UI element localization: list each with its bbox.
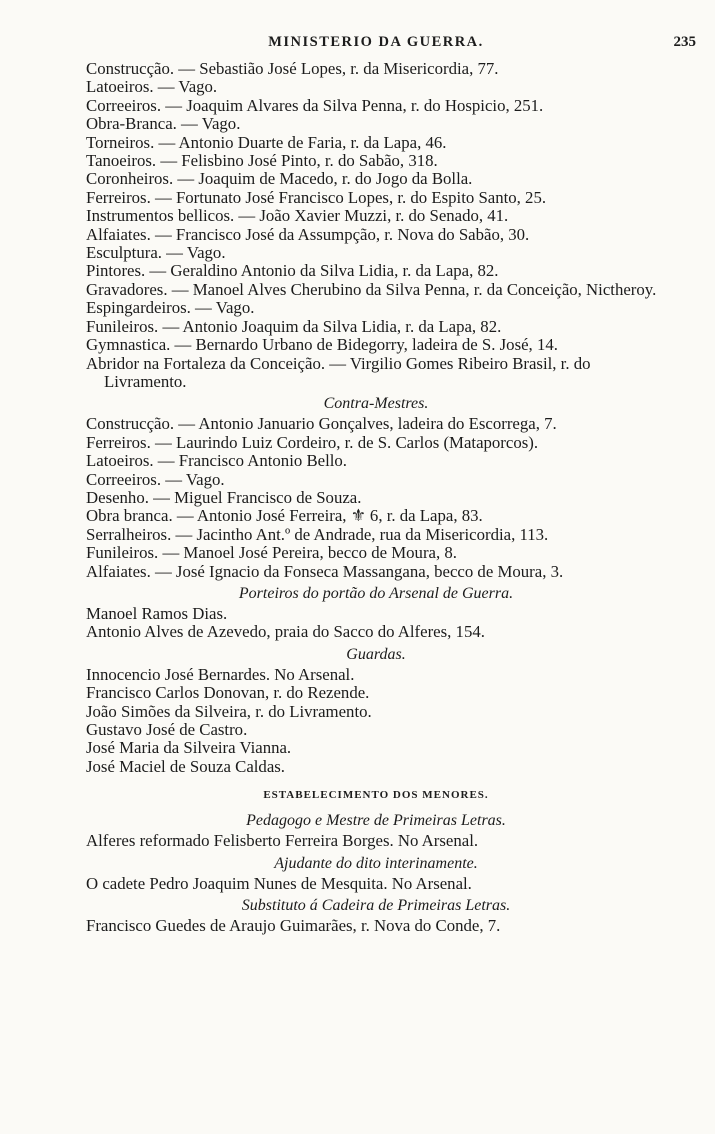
list-item: Francisco Guedes de Araujo Guimarães, r. Nova do Conde, 7. [86, 916, 501, 936]
list-item: O cadete Pedro Joaquim Nunes de Mesquita. No Arsenal. [86, 873, 472, 893]
running-head: MINISTERIO DA GUERRA. [268, 34, 484, 50]
section-title-porteiros: Porteiros do portão do Arsenal de Guerra. [238, 584, 514, 602]
subsection-title-pedagogo: Pedagogo e Mestre de Primeiras Letras. [246, 812, 506, 830]
list-item: José Maciel de Souza Caldas. [86, 756, 285, 776]
list-item: José Maria da Silveira Vianna. [86, 738, 292, 758]
list-item: Latoeiros. — Vago. [86, 77, 218, 97]
list-item: Esculptura. — Vago. [86, 243, 226, 263]
list-item: Correeiros. — Joaquim Alvares da Silva Penna, r. do Hospicio, 251. [86, 95, 544, 115]
list-item: Instrumentos bellicos. — João Xavier Muzzi, r. do Senado, 41. [86, 206, 509, 226]
list-item: Manoel Ramos Dias. [86, 603, 228, 623]
list-item: Desenho. — Miguel Francisco de Souza. [86, 487, 362, 507]
list-item: Correeiros. — Vago. [86, 469, 225, 489]
guardas-list [86, 666, 666, 776]
list-item: Gustavo José de Castro. [86, 720, 248, 739]
list-item: Construcção. — Antonio Januario Gonçalves, ladeira do Escorrega, 7. [86, 414, 557, 434]
section-title-contra-mestres: Contra-Mestres. [323, 395, 429, 413]
list-item: Construcção. — Sebastião José Lopes, r. da Misericordia, 77. [86, 59, 499, 78]
list-item: Latoeiros. — Francisco Antonio Bello. [86, 451, 348, 471]
list-item: Funileiros. — Antonio Joaquim da Silva Lidia, r. da Lapa, 82. [86, 316, 502, 336]
list-item: Gymnastica. — Bernardo Urbano de Bidegorry, ladeira de S. José, 14. [86, 335, 558, 355]
list-item: Espingardeiros. — Vago. [86, 298, 255, 318]
list-item: Antonio Alves de Azevedo, praia do Sacco do Alferes, 154. [86, 622, 485, 642]
list-item: Pintores. — Geraldino Antonio da Silva Lidia, r. da Lapa, 82. [86, 261, 499, 281]
list-item: Alfaiates. — Francisco José da Assumpção, r. Nova do Sabão, 30. [86, 224, 530, 244]
list-item: Serralheiros. — Jacintho Ant.º de Andrade, rua da Misericordia, 113. [86, 524, 549, 544]
list-item: Gravadores. — Manoel Alves Cherubino da Silva Penna, r. da Conceição, Nictheroy. [86, 279, 657, 299]
subsection-title-substituto: Substituto á Cadeira de Primeiras Letras. [241, 897, 511, 915]
subsection-title-ajudante: Ajudante do dito interinamente. [274, 854, 478, 872]
list-item: Innocencio José Bernardes. No Arsenal. [86, 664, 355, 684]
porteiros-list [86, 605, 666, 642]
section-title-estabelecimento: ESTABELECIMENTO DOS MENORES. [263, 789, 489, 802]
list-item: Ferreiros. — Laurindo Luiz Cordeiro, r. de S. Carlos (Mataporcos). [86, 432, 539, 452]
list-item: Funileiros. — Manoel José Pereira, becco de Moura, 8. [86, 543, 457, 563]
list-item: Obra-Branca. — Vago. [86, 114, 241, 134]
book-page [86, 32, 696, 936]
list-item: Alferes reformado Felisberto Ferreira Borges. No Arsenal. [86, 831, 479, 851]
page-header [86, 32, 696, 60]
list-item: Torneiros. — Antonio Duarte de Faria, r. da Lapa, 46. [86, 132, 447, 152]
list-item: Tanoeiros. — Felisbino José Pinto, r. do Sabão, 318. [86, 151, 438, 171]
section-title-guardas: Guardas. [346, 645, 406, 663]
list-item: Francisco Carlos Donovan, r. do Rezende. [86, 683, 370, 703]
page-number: 235 [673, 34, 696, 50]
list-item: Obra branca. — Antonio José Ferreira, ⚜ 6, r. da Lapa, 83. [86, 506, 483, 526]
list-item: João Simões da Silveira, r. do Livramento. [86, 701, 372, 721]
list-item: Ferreiros. — Fortunato José Francisco Lopes, r. do Espito Santo, 25. [86, 187, 547, 207]
mestres-list [86, 60, 666, 391]
list-item: Coronheiros. — Joaquim de Macedo, r. do Jogo da Bolla. [86, 169, 473, 189]
list-item: Abridor na Fortaleza da Conceição. — Virgilio Gomes Ribeiro Brasil, r. do Livramento. [86, 353, 591, 391]
contra-mestres-list [86, 415, 666, 581]
list-item: Alfaiates. — José Ignacio da Fonseca Massangana, becco de Moura, 3. [86, 561, 564, 581]
